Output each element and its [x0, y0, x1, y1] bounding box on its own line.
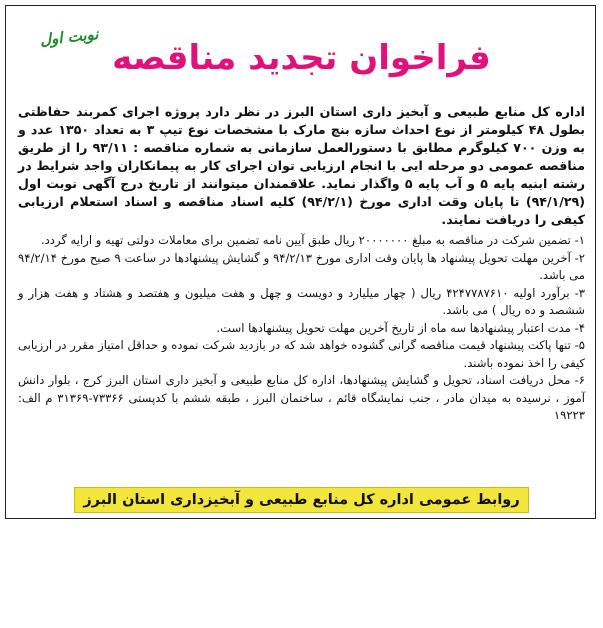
footer-text: روابط عمومی اداره کل منابع طبیعی و آبخیزداری استان البرز: [83, 492, 520, 508]
edition-label: نوبت اول: [39, 24, 100, 50]
notice-item: ۶- محل دریافت اسناد، تحویل و گشایش پیشنهادها، اداره کل منابع طبیعی و آبخیز داری استان البرز کرج ، بلوار دانش آموز ، نرسیده به میدان مادر ، جنب نمایشگاه قائم ، ساختمان البرز ، طبقه ششم با کدپستی ۷۳۳۶۶-۳۱۳۶۹ م الف: ۱۹۲۲۳: [18, 373, 585, 422]
notice-item: ۱- تضمین شرکت در مناقصه به مبلغ ۲۰۰۰۰۰۰۰ ریال طبق آیین نامه تضمین برای معاملات دولتی تهیه و ارایه گردد.: [40, 233, 585, 247]
notice-item: ۳- برآورد اولیه ۴۲۴۷۷۸۷۶۱۰ ریال ( چهار میلیارد و دویست و چهل و هفت میلیون و هفتصد و هشتاد و هفت هزار و ششصد و ده ریال ) می باشد.: [18, 285, 585, 317]
notice-item: ۴- مدت اعتبار پیشنهادها سه ماه از تاریخ آخرین مهلت تحویل پیشنهادها است.: [216, 320, 585, 335]
notice-item: ۲- آخرین مهلت تحویل پیشنهاد ها پایان وقت اداری مورخ ۹۴/۲/۱۳ و گشایش پیشنهادها در ساعت ۹ صبح مورخ ۹۴/۲/۱۴ می باشد.: [18, 250, 585, 282]
notice-title: فراخوان تجدید مناقصه: [112, 38, 491, 78]
notice-item: ۵- تنها پاکت پیشنهاد قیمت مناقصه گرانی گشوده خواهد شد که در بازدید شرکت نموده و حداقل امتیاز مقرر در ارزیابی کیفی را اخذ نموده باشند.: [18, 338, 585, 370]
notice-intro: اداره کل منابع طبیعی و آبخیز داری استان البرز در نظر دارد پروژه اجرای کمربند حفاظتی بطول ۴۸ کیلومتر از نوع احداث سازه بنچ مارک با مشخصات نوع تیپ ۳ به تعداد ۱۳۵۰ عدد و به وزن ۷۰۰ کیلوگرم مطابق با دستورالعمل سازمانی به شماره مناقصه : ۹۳/۱۱ را از طریق مناقصه عمومی دو مرحله ایی با انجام ارزیابی توان اجرای کار به پیمانکاران واجد شرایط در رشته ابنیه پایه ۵ و آب پایه ۵ واگذار نماید. علاقمندان میتوانند از تاریخ درج آگهی نوبت اول (۹۴/۱/۲۹) تا پایان وقت اداری مورخ (۹۴/۲/۱) کلیه اسناد مناقصه و اسناد استعلام ارزیابی کیفی را دریافت نمایند.: [18, 104, 585, 227]
footer-banner: [74, 487, 529, 513]
notice-items: [18, 232, 585, 425]
